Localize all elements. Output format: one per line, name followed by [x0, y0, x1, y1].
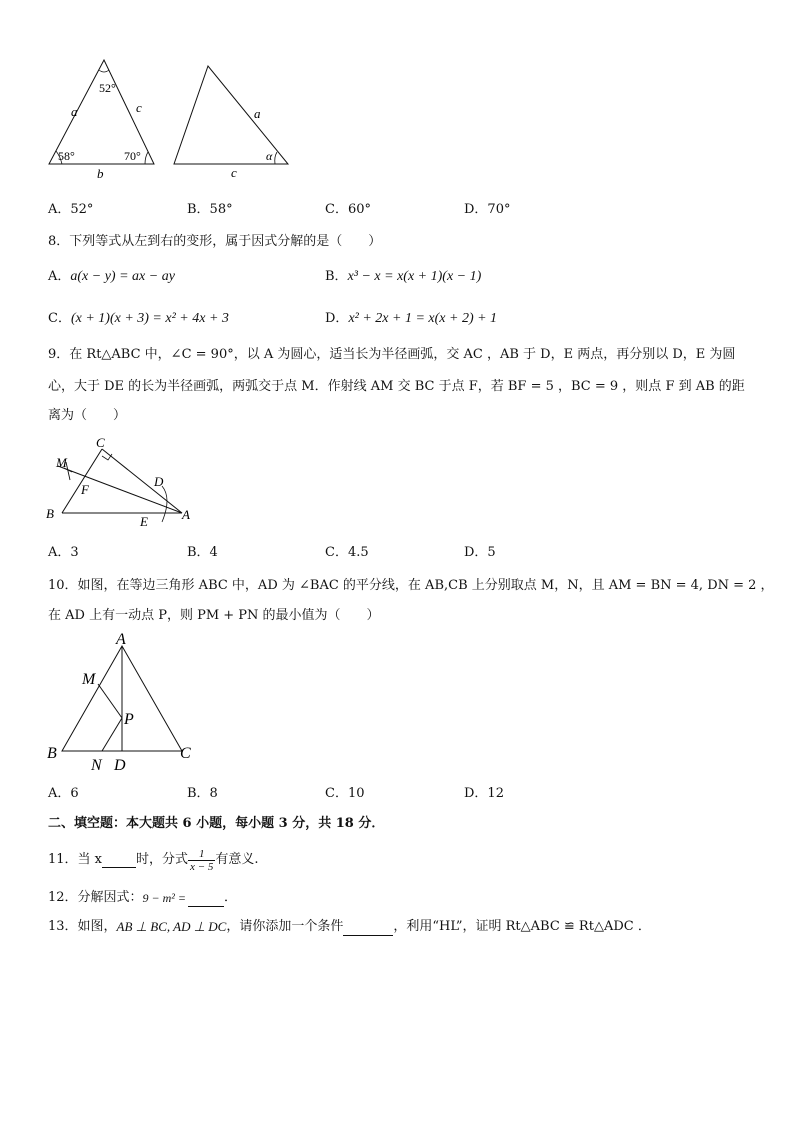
- q8-option-b[interactable]: [325, 268, 481, 286]
- q9-figure: [44, 436, 204, 532]
- q10-label-b: B: [47, 745, 57, 762]
- q13-condition: AB ⊥ BC, AD ⊥ DC: [116, 919, 227, 934]
- q9-label-f: F: [81, 482, 89, 497]
- q10-option-b[interactable]: B．8: [187, 786, 218, 801]
- q7-angle-arc-right: [145, 152, 148, 164]
- q9-segment-ca: [102, 449, 182, 513]
- q12-pre: 12．分解因式：: [48, 890, 143, 905]
- q7-option-d[interactable]: D．70°: [464, 202, 511, 217]
- q9-label-m: M: [56, 455, 67, 470]
- q8-option-a-expr: a(x − y) = ax − ay: [70, 269, 175, 284]
- q11: [48, 843, 258, 877]
- q8-option-b-label: B．: [325, 269, 348, 284]
- q8-option-d-label: D．: [325, 311, 349, 326]
- q9-stem-line-3: 离为（ ）: [48, 408, 127, 423]
- q9-stem-line-2: 心，大于 DE 的长为半径画弧，两弧交于点 M．作射线 AM 交 BC 于点 F，若 BF = 5 ，BC = 9 ，则点 F 到 AB 的距: [48, 379, 745, 394]
- q11-fraction-denominator: x − 5: [190, 860, 214, 873]
- q9-arc-de: [162, 486, 167, 522]
- q10-option-d[interactable]: D．12: [464, 786, 504, 801]
- q10-segment-pn: [102, 718, 122, 751]
- q9-label-d: D: [154, 474, 164, 489]
- q13-blank[interactable]: [343, 921, 393, 936]
- q8-option-a[interactable]: [48, 268, 175, 286]
- q10-stem-line-1: 10．如图，在等边三角形 ABC 中，AD 为 ∠BAC 的平分线，在 AB,CB 上分别取点 M，N，且 AM = BN = 4, DN = 2 ，: [48, 578, 774, 593]
- q10-segment-mp: [98, 684, 122, 718]
- q11-fraction-numerator: 1: [188, 848, 215, 861]
- q7-fig1-angle-right: 70°: [124, 149, 141, 163]
- q10-label-n: N: [91, 757, 102, 774]
- q7-option-c[interactable]: C．60°: [325, 202, 371, 217]
- q9-stem-line-1: 9．在 Rt△ABC 中，∠C = 90°，以 A 为圆心，适当长为半径画弧，交 AC ，AB 于 D，E 两点，再分别以 D，E 为圆: [48, 347, 736, 362]
- q12-blank[interactable]: [188, 892, 224, 907]
- q13-mid: ，请你添加一个条件: [226, 919, 344, 934]
- q9-label-e: E: [140, 514, 148, 529]
- q12-post: ．: [224, 890, 238, 905]
- q13-pre: 13．如图，: [48, 919, 117, 934]
- q9-segment-bc: [62, 449, 102, 513]
- q7-fig1-angle-top: 52°: [99, 81, 116, 95]
- q9-option-d[interactable]: D．5: [464, 545, 496, 560]
- q8-option-a-label: A．: [48, 269, 71, 284]
- q10-figure: [44, 632, 204, 774]
- q7-figure-2: [170, 60, 295, 182]
- q7-fig2-label-alpha: α: [266, 149, 273, 163]
- q8-option-d[interactable]: [325, 310, 497, 328]
- q9-option-a[interactable]: A．3: [48, 545, 79, 560]
- q9-label-a: A: [182, 507, 190, 522]
- q11-mid: 时，分式: [136, 852, 189, 867]
- q10-label-m: M: [82, 671, 96, 688]
- q11-fraction: [188, 848, 215, 873]
- q8-stem: 8．下列等式从左到右的变形，属于因式分解的是（ ）: [48, 234, 382, 249]
- q7-option-b[interactable]: B．58°: [187, 202, 233, 217]
- q13: [48, 918, 651, 936]
- q8-option-c-expr: (x + 1)(x + 3) = x² + 4x + 3: [70, 311, 229, 326]
- q11-pre: 11．当 x: [48, 852, 103, 867]
- q9-label-c: C: [96, 436, 105, 450]
- section-2-title: 二、填空题：本大题共 6 小题，每小题 3 分，共 18 分．: [48, 816, 385, 831]
- q7-angle-arc-alpha: [275, 152, 277, 164]
- q12: [48, 889, 237, 907]
- q7-fig2-label-a: a: [254, 106, 261, 121]
- q7-fig1-label-b: b: [97, 166, 104, 181]
- q9-option-b[interactable]: B．4: [187, 545, 218, 560]
- q10-option-c[interactable]: C．10: [325, 786, 365, 801]
- q7-fig1-angle-left: 58°: [58, 149, 75, 163]
- q9-right-angle-mark: [102, 454, 112, 460]
- q8-option-c[interactable]: [48, 310, 229, 328]
- q10-label-a: A: [116, 632, 126, 648]
- q10-label-c: C: [180, 745, 191, 762]
- q7-option-a[interactable]: A．52°: [48, 202, 94, 217]
- q8-option-b-expr: x³ − x = x(x + 1)(x − 1): [347, 269, 482, 284]
- q10-label-p: P: [124, 711, 134, 728]
- q11-blank[interactable]: [102, 853, 136, 868]
- q11-post: 有意义.: [215, 852, 259, 867]
- q7-angle-arc-top: [99, 70, 109, 72]
- q7-fig1-label-c: c: [136, 100, 142, 115]
- q9-label-b: B: [46, 506, 54, 521]
- q7-fig2-label-c: c: [231, 165, 237, 180]
- q7-figure-1: [44, 56, 164, 182]
- q7-fig1-label-a: a: [71, 104, 78, 119]
- q8-option-d-expr: x² + 2x + 1 = x(x + 2) + 1: [348, 311, 498, 326]
- q10-stem-line-2: 在 AD 上有一动点 P，则 PM + PN 的最小值为（ ）: [48, 608, 380, 623]
- q10-label-d: D: [114, 757, 126, 774]
- q9-option-c[interactable]: C．4.5: [325, 545, 369, 560]
- q13-post: ，利用“HL”，证明 Rt△ABC ≌ Rt△ADC ．: [393, 919, 651, 934]
- q12-expr: 9 − m² =: [142, 891, 187, 905]
- q8-option-c-label: C．: [48, 311, 71, 326]
- q10-option-a[interactable]: A．6: [48, 786, 79, 801]
